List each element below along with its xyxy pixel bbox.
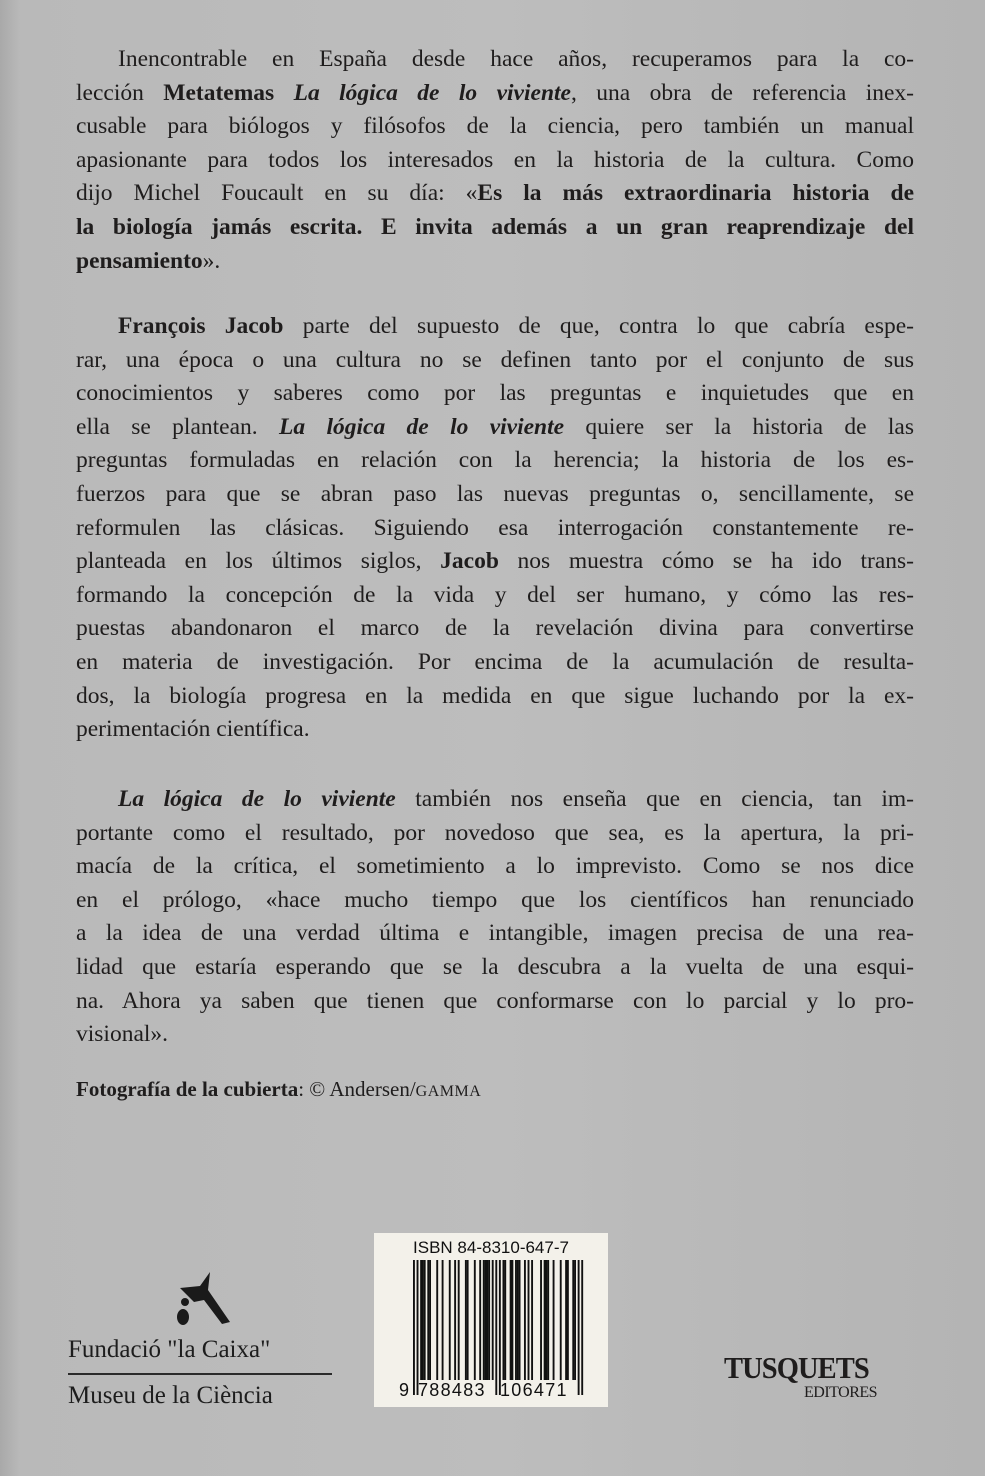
barcode-bar [449,1260,451,1380]
credit-label: Fotografía de la cubierta [76,1077,299,1101]
text-segment: puestas abandonaron el marco de la revelación divina para convertirse [76,615,914,642]
text-segment: planteada en los últimos siglos, [76,548,441,575]
paragraph-jacob [76,310,914,747]
text-line [76,713,914,747]
text-line [76,211,914,245]
text-line [76,110,914,144]
credit-copyright: © Andersen/ [309,1077,416,1101]
text-segment: La lógica de lo viviente [118,786,396,812]
ean-right-digits: 106471 [500,1380,568,1400]
text-segment: en materia de investigación. Por encima de la acumulación de resulta- [76,648,914,675]
text-line [76,850,914,884]
text-segment: también nos enseña que en ciencia, tan im- [395,786,915,812]
barcode-bar [454,1260,456,1380]
text-line [76,680,914,714]
barcode-bar [483,1260,485,1380]
barcode-bar [424,1260,426,1380]
barcode-bar [492,1260,494,1380]
ean-left-digits: 788483 [418,1380,486,1400]
text-line [76,1018,914,1052]
text-segment: apasionante para todos los interesados en la historia de la cultura. Como [76,146,914,173]
barcode-bar [422,1260,424,1380]
text-line [76,377,914,411]
text-segment: formando la concepción de la vida y del ser humano, y cómo las res- [76,581,914,608]
text-segment: rar, una época o una cultura no se definen tanto por el conjunto de sus [76,346,914,373]
barcode-bar [495,1260,497,1395]
publisher-sub: EDITORES [804,1384,878,1401]
barcode-bar [560,1260,562,1380]
barcode-bar [413,1260,415,1395]
text-segment: pensamiento [76,247,203,274]
barcode-bar [547,1260,549,1380]
barcode-bar [503,1260,505,1380]
text-segment: perimentación científica. [76,716,310,743]
text-line [76,579,914,613]
text-segment: a la idea de una verdad última e intangible, imagen precisa de una rea- [76,920,914,947]
barcode-bar [465,1260,467,1380]
text-line [76,478,914,512]
barcode-bar [572,1260,574,1380]
text-segment: fuerzos para que se abran paso las nuevas preguntas o, sencillamente, se [76,480,914,507]
barcode-bar [531,1260,533,1380]
barcode-bar [499,1260,501,1395]
barcode-bar [574,1260,576,1380]
text-segment: lección [76,79,164,106]
museu-text: Museu de la Ciència [68,1382,273,1409]
text-line [76,817,914,851]
barcode-bar [545,1260,547,1380]
text-segment: , una obra de referencia inex- [570,79,915,106]
barcode-bar [517,1260,519,1380]
text-line [76,512,914,546]
barcode-bar [467,1260,469,1380]
text-line [76,43,914,77]
text-line [76,545,914,579]
text-segment: visional». [76,1021,169,1048]
text-segment: reformulen las clásicas. Siguiendo esa interrogación constantemente re- [76,514,914,541]
text-segment: dijo Michel Foucault en su día: « [76,180,478,207]
barcode-bar [510,1260,512,1380]
barcode-bar [442,1260,444,1380]
photo-credit [76,1077,481,1102]
barcode-bar [528,1260,530,1380]
text-segment: parte del supuesto de que, contra lo que cabría espe- [283,313,914,339]
text-line [76,245,914,279]
paragraph-logica [76,783,914,1052]
credit-sep: : [298,1077,310,1101]
text-segment: Es la más extraordinaria historia de [477,180,915,207]
fundacio-text: Fundació "la Caixa" [68,1336,271,1363]
text-segment: dos, la biología progresa en la medida en que sigue luchando por la ex- [76,682,914,709]
text-segment: conocimientos y saberes como por las preguntas e inquietudes que en [76,380,914,407]
barcode-bar [436,1260,438,1380]
barcode-bar [540,1260,542,1380]
text-segment: ». [202,247,221,274]
text-segment: Inencontrable en España desde hace años, recuperamos para la co- [118,46,914,72]
barcode-bar [515,1260,517,1380]
text-segment: en el prólogo, «hace mucho tiempo que los científicos han renunciado [76,886,914,913]
barcode-bar [565,1260,567,1380]
text-segment [274,80,293,106]
text-line [76,344,914,378]
divider [68,1373,332,1375]
text-line [76,444,914,478]
text-line [76,411,914,445]
isbn-barcode [374,1233,608,1407]
text-segment: lidad que estaría esperando que se la descubra a la vuelta de una esqui- [76,953,914,980]
text-segment: ella se plantean. [76,413,280,440]
barcode-bar [504,1260,506,1380]
text-segment: Metatemas [163,79,275,106]
barcode-bar [581,1260,583,1395]
text-line [76,985,914,1019]
caixa-star-icon [166,1272,236,1328]
barcode-bar [417,1260,419,1395]
text-segment: preguntas formuladas en relación con la herencia; la historia de los es- [76,447,914,474]
text-line [76,646,914,680]
text-segment: La lógica de lo viviente [293,79,571,106]
text-line [76,612,914,646]
text-segment: quiere ser la historia de las [564,413,914,440]
text-segment: nos muestra cómo se ha ido trans- [498,548,914,575]
barcode-bar [511,1260,513,1380]
paragraph-intro [76,43,914,278]
text-line [76,884,914,918]
barcode-bar [578,1260,580,1395]
credit-agency: GAMMA [415,1083,482,1100]
text-line [76,144,914,178]
text-segment: portante como el resultado, por novedoso que sea, es la apertura, la pri- [76,819,914,846]
barcode-bar [420,1260,422,1380]
barcode-bar [427,1260,429,1380]
barcode-bar [486,1260,488,1380]
text-line [76,783,914,817]
ean-first-digit: 9 [399,1380,411,1400]
barcode-bar [429,1260,431,1380]
barcode-bar [567,1260,569,1380]
tusquets-editores-logo [724,1350,924,1420]
text-line [76,951,914,985]
text-line [76,310,914,344]
publisher-name: TUSQUETS [724,1350,869,1385]
text-segment: cusable para biólogos y filósofos de la ciencia, pero también un manual [76,113,914,140]
barcode-bar [479,1260,481,1380]
barcode-bar [553,1260,555,1380]
barcode-bar [458,1260,460,1380]
barcode-bar [524,1260,526,1380]
text-line [76,77,914,111]
barcode-bar [474,1260,476,1380]
text-segment: na. Ahora ya saben que tienen que conformarse con lo parcial y lo pro- [76,987,914,1014]
barcode-bar [544,1260,546,1380]
text-line [76,917,914,951]
text-segment: macía de la crítica, el sometimiento a lo imprevisto. Como se nos dice [76,853,914,880]
text-segment: La lógica de lo viviente [279,413,565,440]
isbn-text: ISBN 84-8310-647-7 [413,1238,569,1257]
barcode-bar [519,1260,521,1380]
barcode-bar [488,1260,490,1380]
text-line [76,177,914,211]
text-segment: Jacob [440,548,499,575]
text-segment: la biología jamás escrita. E invita además a un gran reaprendizaje del [76,213,914,240]
text-segment: François Jacob [118,313,284,339]
barcode-bar [485,1260,487,1380]
